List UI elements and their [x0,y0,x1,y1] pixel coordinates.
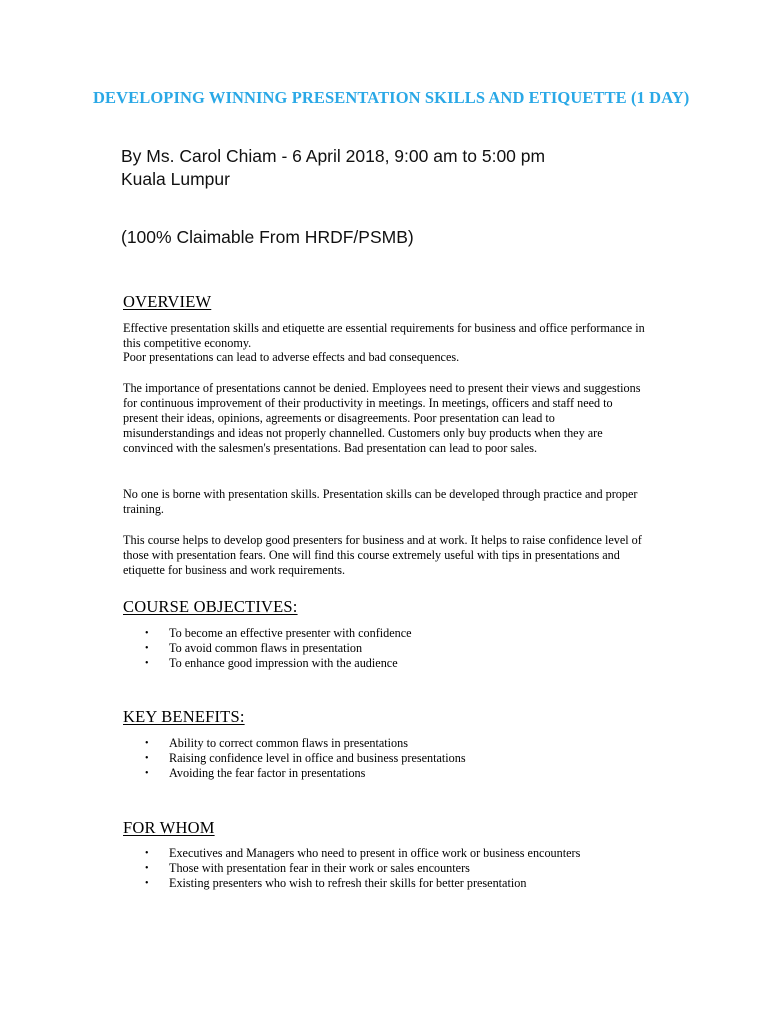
list-item-text: Avoiding the fear factor in presentations [169,766,366,780]
objectives-list [145,626,412,671]
list-item-text: Existing presenters who wish to refresh their skills for better presentation [169,876,527,890]
list-item-text: Raising confidence level in office and business presentations [169,751,466,765]
list-item [145,626,412,641]
objectives-heading: COURSE OBJECTIVES: [123,597,298,616]
overview-paragraph: This course helps to develop good presenters for business and at work. It helps to raise confidence level of those with presentation fears. One will find this course extremely useful with tips in presentations and etiquette for business and work requirements. [123,533,642,577]
bullet-icon: • [145,768,149,779]
bullet-icon: • [145,878,149,889]
benefits-list [145,736,466,781]
byline [121,145,545,190]
bullet-icon: • [145,738,149,749]
bullet-icon: • [145,658,149,669]
list-item [145,766,466,781]
claimable-note: (100% Claimable From HRDF/PSMB) [121,227,414,247]
byline-location: Kuala Lumpur [121,168,230,189]
bullet-icon: • [145,753,149,764]
list-item-text: Those with presentation fear in their work or sales encounters [169,861,470,875]
list-item-text: To enhance good impression with the audience [169,656,398,670]
list-item [145,641,412,656]
list-item-text: To become an effective presenter with confidence [169,626,412,640]
list-item-text: Executives and Managers who need to present in office work or business encounters [169,846,581,860]
for-whom-list [145,846,580,891]
bullet-icon: • [145,628,149,639]
bullet-icon: • [145,643,149,654]
page-title: DEVELOPING WINNING PRESENTATION SKILLS AND ETIQUETTE (1 DAY) [93,88,690,107]
overview-heading: OVERVIEW [123,292,212,311]
list-item [145,876,580,891]
byline-presenter-date: By Ms. Carol Chiam - 6 April 2018, 9:00 am to 5:00 pm [121,146,546,166]
bullet-icon: • [145,848,149,859]
overview-paragraph: Effective presentation skills and etiquette are essential requirements for business and office performance in this competitive economy. [123,321,645,350]
list-item [145,751,466,766]
list-item-text: To avoid common flaws in presentation [169,641,363,655]
list-item [145,736,466,751]
overview-paragraph: The importance of presentations cannot be denied. Employees need to present their views and suggestions for continuous improvement of their productivity in meetings. In meetings, officers and staff need to present their ideas, opinions, agreements or disagreements. Poor presentation can lead to misunderstandings and ideas not properly channelled. Customers only buy products when they are convinced with the salesmen's presentations. Bad presentation can lead to poor sales. [123,381,641,455]
list-item [145,656,412,671]
overview-paragraph: Poor presentations can lead to adverse effects and bad consequences. [123,350,460,364]
bullet-icon: • [145,863,149,874]
list-item-text: Ability to correct common flaws in presentations [169,736,408,750]
overview-paragraph: No one is borne with presentation skills. Presentation skills can be developed through practice and proper training. [123,487,638,516]
for-whom-heading: FOR WHOM [123,818,215,837]
list-item [145,846,580,861]
benefits-heading: KEY BENEFITS: [123,707,245,726]
list-item [145,861,580,876]
